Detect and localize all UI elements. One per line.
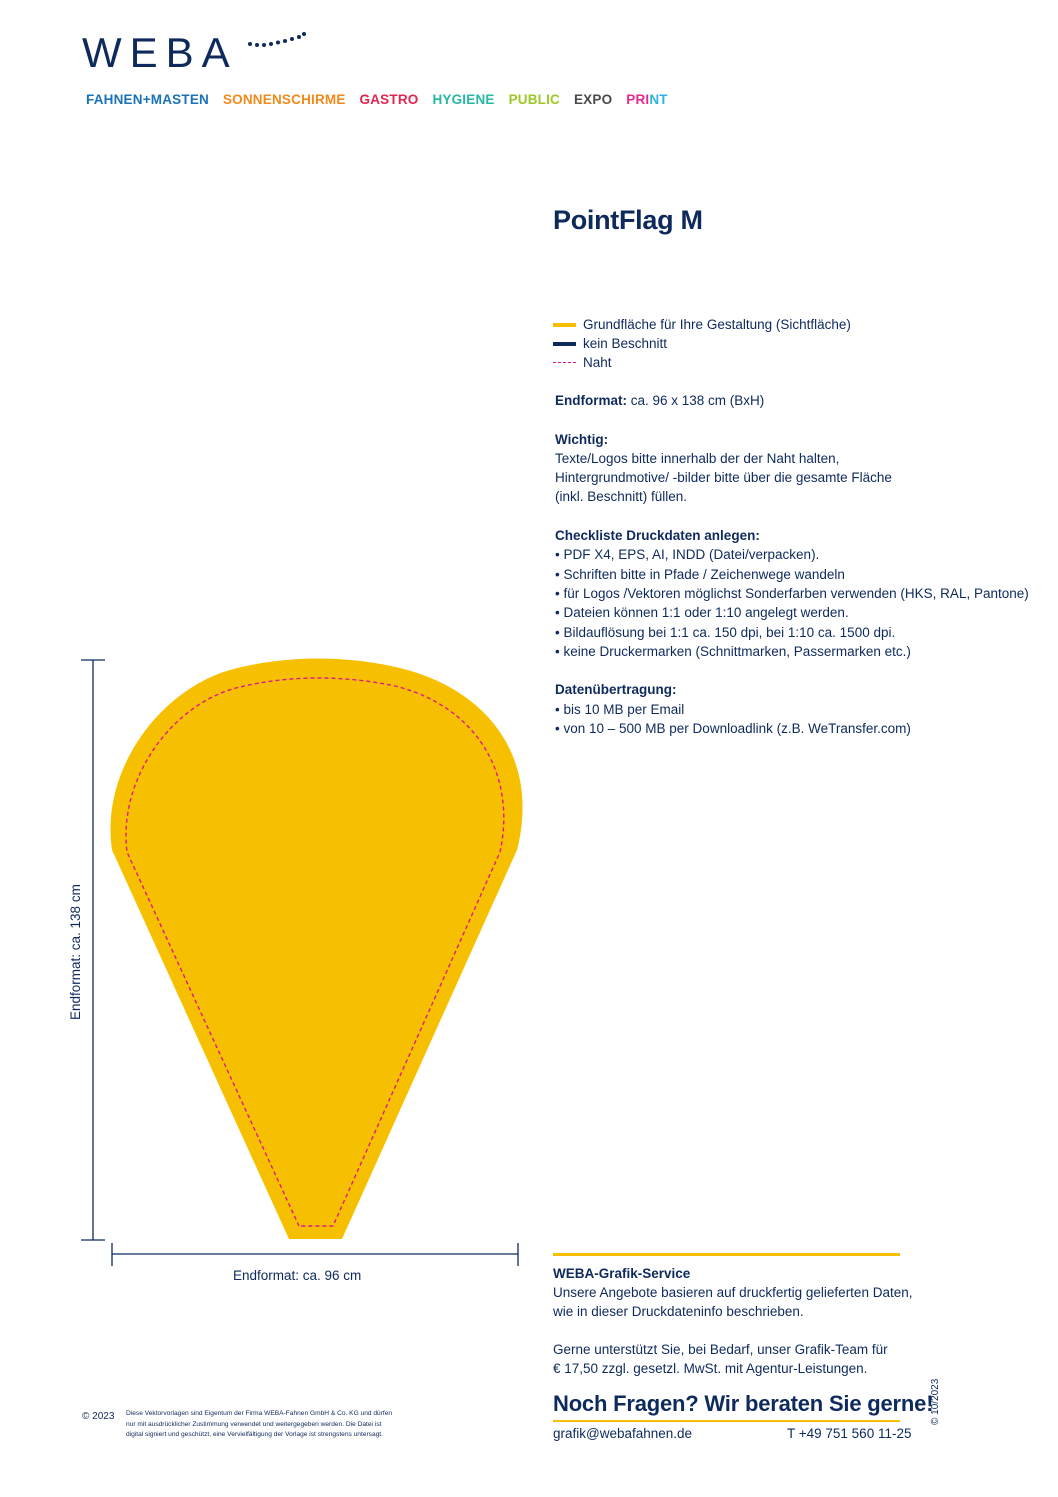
legal-line: nur mit ausdrücklicher Zustimmung verwendet und weitergegeben werden. Die Datei ist	[126, 1420, 382, 1428]
nav-public[interactable]: PUBLIC	[508, 92, 561, 107]
nav-fahnen-masten[interactable]: FAHNEN+MASTEN	[86, 92, 209, 107]
nav-hygiene[interactable]: HYGIENE	[432, 92, 495, 107]
endformat-line	[555, 391, 1035, 410]
service-divider	[553, 1253, 900, 1256]
info-block	[555, 391, 1035, 758]
service-line: € 17,50 zzgl. gesetzl. MwSt. mit Agentur-Leistungen.	[553, 1361, 868, 1376]
legend-item-grundflaeche	[553, 315, 851, 334]
nav-gastro[interactable]: GASTRO	[359, 92, 419, 107]
weba-logo: WEBA	[82, 29, 238, 76]
service-line: wie in dieser Druckdateninfo beschrieben.	[553, 1304, 804, 1319]
checkliste-item: • Schriften bitte in Pfade / Zeichenwege wandeln	[555, 566, 845, 582]
wichtig-line: Texte/Logos bitte innerhalb der der Naht halten,	[555, 450, 840, 466]
wichtig-section	[555, 430, 1035, 507]
flag-shape	[110, 658, 522, 1239]
legend-label: kein Beschnitt	[583, 336, 668, 351]
height-dimension-label: Endformat: ca. 138 cm	[68, 884, 83, 1020]
endformat-value: ca. 96 x 138 cm (BxH)	[627, 393, 765, 408]
checkliste-item: • für Logos /Vektoren möglichst Sonderfarben verwenden (HKS, RAL, Pantone)	[555, 585, 1029, 601]
datenuebertragung-item: • bis 10 MB per Email	[555, 701, 685, 717]
checkliste-item: • Dateien können 1:1 oder 1:10 angelegt werden.	[555, 605, 849, 621]
checkliste-heading: Checkliste Druckdaten anlegen:	[555, 528, 760, 544]
grafik-service-block	[553, 1264, 913, 1378]
checkliste-item: • Bildauflösung bei 1:1 ca. 150 dpi, bei 1:10 ca. 1500 dpi.	[555, 624, 896, 640]
nav-print[interactable]	[626, 92, 668, 107]
legal-notice	[126, 1409, 456, 1441]
contact-phone[interactable]: T +49 751 560 11-25	[787, 1426, 912, 1441]
legend-label: Naht	[583, 355, 612, 370]
legal-line: digital signiert und geschützt, eine Vervielfältigung der Vorlage ist strengstens untersagt.	[126, 1431, 383, 1438]
legend-item-kein-beschnitt	[553, 334, 667, 353]
page-title: PointFlag M	[553, 205, 703, 235]
checkliste-item: • PDF X4, EPS, AI, INDD (Datei/verpacken).	[555, 547, 820, 563]
nav-print-part2: NT	[649, 92, 668, 107]
legend-item-naht	[553, 353, 612, 372]
pointflag-template-figure	[0, 0, 540, 1300]
wichtig-line: Hintergrundmotive/ -bilder bitte über die gesamte Fläche	[555, 470, 892, 486]
copyright: © 2023	[82, 1411, 115, 1422]
datenuebertragung-heading: Datenübertragung:	[555, 682, 677, 698]
contact-headline: Noch Fragen? Wir beraten Sie gerne!	[553, 1391, 934, 1416]
contact-underline	[553, 1420, 900, 1422]
service-spacer	[553, 1321, 913, 1340]
service-line: Gerne unterstützt Sie, bei Bedarf, unser Grafik-Team für	[553, 1342, 888, 1357]
service-line: Unsere Angebote basieren auf druckfertig gelieferten Daten,	[553, 1285, 913, 1300]
version-date: © 10/2023	[930, 1378, 941, 1425]
service-heading: WEBA-Grafik-Service	[553, 1266, 691, 1281]
nav-sonnenschirme[interactable]: SONNENSCHIRME	[222, 92, 346, 107]
checkliste-item: • keine Druckermarken (Schnittmarken, Passermarken etc.)	[555, 643, 911, 659]
wichtig-heading: Wichtig:	[555, 431, 609, 447]
wichtig-line: (inkl. Beschnitt) füllen.	[555, 489, 688, 505]
nav-print-part1: PRI	[626, 92, 650, 107]
legend-swatch-dashed	[553, 362, 576, 363]
width-dimension-label: Endformat: ca. 96 cm	[233, 1268, 362, 1283]
datenuebertragung-section	[555, 680, 1035, 738]
legend-swatch-yellow	[553, 323, 576, 327]
checkliste-section	[555, 526, 1035, 661]
endformat-label: Endformat:	[555, 393, 627, 408]
legend-swatch-navy	[553, 342, 576, 346]
legend-label: Grundfläche für Ihre Gestaltung (Sichtfläche)	[583, 317, 851, 332]
datenuebertragung-item: • von 10 – 500 MB per Downloadlink (z.B. WeTransfer.com)	[555, 721, 911, 737]
contact-email-link[interactable]: grafik@webafahnen.de	[553, 1426, 693, 1441]
nav-expo[interactable]: EXPO	[573, 92, 613, 107]
legal-line: Diese Vektorvorlagen sind Eigentum der Firma WEBA-Fahnen GmbH & Co. KG und dürfen	[126, 1410, 393, 1417]
